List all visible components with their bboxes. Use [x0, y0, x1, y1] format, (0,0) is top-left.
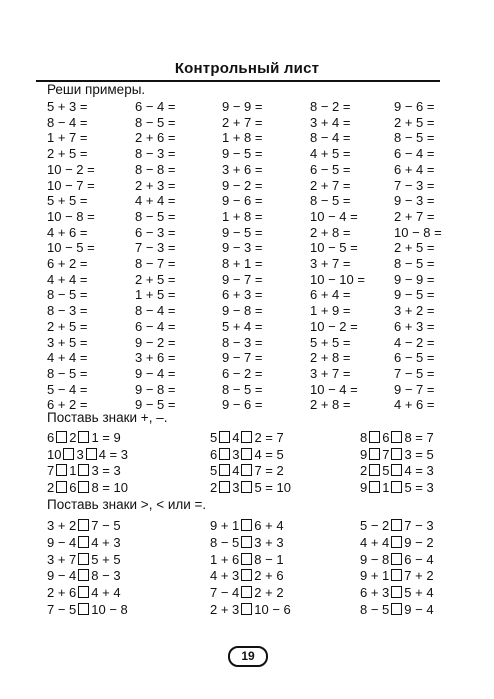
operand-result: 1 = 9 — [91, 430, 121, 445]
sign-box[interactable] — [219, 431, 230, 443]
operand-a: 9 — [360, 479, 368, 495]
compare-right: 4 + 4 — [91, 585, 121, 601]
operand-result: 4 = 3 — [404, 463, 434, 478]
operand-result: 5 = 10 — [254, 479, 291, 495]
example-item[interactable]: 8 − 5 = — [47, 287, 88, 303]
compare-item — [47, 602, 128, 618]
compare-box[interactable] — [78, 519, 89, 531]
compare-item — [210, 535, 284, 551]
compare-left: 7 − 4 — [210, 585, 240, 601]
compare-left: 3 + 7 — [47, 551, 77, 567]
compare-right: 4 + 3 — [91, 534, 121, 550]
operand-a: 6 — [47, 430, 55, 445]
compare-item — [47, 585, 121, 601]
compare-item — [360, 585, 434, 601]
compare-row — [0, 518, 494, 534]
example-item[interactable]: 8 − 5 = — [310, 193, 351, 209]
example-item[interactable]: 8 − 5 = — [222, 381, 263, 397]
sign-box[interactable] — [219, 481, 230, 493]
example-item[interactable]: 4 + 4 = — [47, 271, 88, 287]
compare-right: 5 + 5 — [91, 551, 121, 567]
example-item[interactable]: 9 − 2 = — [222, 177, 263, 193]
example-row — [0, 162, 494, 178]
example-item[interactable]: 9 − 2 = — [135, 334, 176, 350]
example-item[interactable]: 10 − 8 = — [47, 208, 95, 224]
sign-box[interactable] — [241, 448, 252, 460]
sign-box[interactable] — [56, 464, 67, 476]
example-item[interactable]: 2 + 5 = — [135, 271, 176, 287]
example-item[interactable]: 8 − 5 = — [135, 208, 176, 224]
example-item[interactable]: 2 + 5 = — [47, 318, 88, 334]
operand-a: 2 — [210, 479, 218, 495]
compare-right: 8 − 1 — [254, 551, 284, 567]
sign-item — [360, 447, 434, 463]
compare-item — [47, 535, 121, 551]
example-row — [0, 146, 494, 162]
example-item[interactable]: 8 − 5 = — [394, 130, 435, 146]
sign-item — [360, 480, 434, 496]
sign-box[interactable] — [369, 464, 380, 476]
operand-result: 3 = 3 — [91, 463, 121, 478]
example-item[interactable]: 9 − 4 = — [135, 365, 176, 381]
example-item[interactable]: 9 − 7 = — [394, 381, 435, 397]
example-item[interactable]: 2 + 6 = — [135, 130, 176, 146]
compare-left: 3 + 2 — [47, 518, 77, 533]
compare-right: 10 − 6 — [254, 602, 291, 617]
compare-row — [0, 585, 494, 601]
compare-left: 7 − 5 — [47, 602, 77, 617]
sign-row — [0, 463, 494, 479]
example-item[interactable]: 10 − 5 = — [47, 240, 95, 256]
example-item[interactable]: 4 + 4 = — [135, 193, 176, 209]
compare-item — [360, 535, 434, 551]
compare-right: 2 + 2 — [254, 585, 284, 601]
example-item[interactable]: 8 − 5 = — [135, 114, 176, 130]
example-item[interactable]: 9 − 6 = — [222, 193, 263, 209]
example-item[interactable]: 1 + 7 = — [47, 130, 88, 146]
sign-row — [0, 480, 494, 496]
sign-item — [47, 480, 128, 496]
example-item[interactable]: 4 + 4 = — [47, 350, 88, 366]
sign-box[interactable] — [63, 448, 74, 460]
example-item[interactable]: 3 + 6 = — [222, 161, 263, 177]
compare-item — [360, 602, 434, 618]
example-item[interactable]: 9 − 6 = — [394, 99, 435, 114]
operand-result: 3 = 5 — [404, 446, 434, 462]
compare-box[interactable] — [241, 553, 252, 565]
sign-box[interactable] — [241, 464, 252, 476]
example-item[interactable]: 10 − 2 = — [47, 161, 95, 177]
operand-b: 1 — [382, 479, 390, 495]
compare-box[interactable] — [391, 519, 402, 531]
example-item[interactable]: 6 + 4 = — [394, 161, 435, 177]
example-item[interactable]: 9 − 8 = — [222, 303, 263, 319]
example-item[interactable]: 9 − 7 = — [222, 271, 263, 287]
compare-box[interactable] — [78, 586, 89, 598]
example-item[interactable]: 9 − 7 = — [222, 350, 263, 366]
example-item[interactable]: 1 + 9 = — [310, 303, 351, 319]
example-item[interactable]: 3 + 7 = — [310, 256, 351, 271]
example-item[interactable]: 6 + 4 = — [310, 287, 351, 303]
sign-box[interactable] — [369, 448, 380, 460]
sign-row — [0, 447, 494, 463]
sign-box[interactable] — [56, 481, 67, 493]
sign-box[interactable] — [391, 431, 402, 443]
compare-box[interactable] — [241, 586, 252, 598]
sign-item — [47, 447, 128, 463]
sign-box[interactable] — [241, 431, 252, 443]
operand-result: 8 = 7 — [404, 430, 434, 445]
sign-box[interactable] — [86, 448, 97, 460]
example-item[interactable]: 6 − 5 = — [394, 350, 435, 366]
compare-box[interactable] — [78, 569, 89, 581]
example-item[interactable]: 2 + 8 = — [310, 397, 351, 413]
example-row — [0, 272, 494, 288]
sign-box[interactable] — [369, 481, 380, 493]
compare-box[interactable] — [241, 519, 252, 531]
compare-left: 8 − 5 — [360, 602, 390, 617]
operand-a: 10 — [47, 446, 62, 462]
operand-a: 2 — [360, 463, 368, 478]
compare-item — [210, 585, 284, 601]
compare-left: 8 − 5 — [210, 534, 240, 550]
example-item[interactable]: 8 − 3 = — [135, 146, 176, 162]
compare-item — [210, 568, 284, 584]
example-row — [0, 350, 494, 366]
example-item[interactable]: 10 − 4 = — [310, 208, 358, 224]
operand-a: 7 — [47, 463, 55, 478]
sign-box[interactable] — [56, 431, 67, 443]
example-item[interactable]: 6 − 2 = — [222, 365, 263, 381]
example-item[interactable]: 1 + 8 = — [222, 130, 263, 146]
compare-box[interactable] — [78, 536, 89, 548]
example-item[interactable]: 3 + 5 = — [47, 334, 88, 350]
sign-box[interactable] — [391, 464, 402, 476]
compare-item — [47, 552, 121, 568]
example-item[interactable]: 1 + 5 = — [135, 287, 176, 303]
operand-result: 5 = 3 — [404, 479, 434, 495]
compare-box[interactable] — [78, 553, 89, 565]
example-item[interactable]: 8 − 8 = — [135, 161, 176, 177]
compare-item — [360, 552, 434, 568]
section1-heading: Реши примеры. — [47, 82, 146, 97]
compare-box[interactable] — [391, 553, 402, 565]
sign-box[interactable] — [78, 464, 89, 476]
operand-result: 4 = 5 — [254, 446, 284, 462]
compare-left: 6 + 3 — [360, 585, 390, 601]
example-item[interactable]: 4 + 5 = — [310, 146, 351, 162]
operand-result: 2 = 7 — [254, 430, 284, 445]
example-item[interactable]: 4 − 2 = — [394, 334, 435, 350]
compare-right: 9 − 2 — [404, 534, 434, 550]
example-item[interactable]: 2 + 5 = — [394, 114, 435, 130]
operand-b: 3 — [232, 479, 240, 495]
compare-box[interactable] — [241, 536, 252, 548]
example-item[interactable]: 6 − 4 = — [135, 99, 176, 114]
compare-box[interactable] — [241, 603, 252, 615]
example-item[interactable]: 8 − 4 = — [135, 303, 176, 319]
example-item[interactable]: 3 + 6 = — [135, 350, 176, 366]
example-row — [0, 178, 494, 194]
operand-b: 6 — [69, 479, 77, 495]
example-item[interactable]: 6 − 4 = — [394, 146, 435, 162]
operand-b: 3 — [76, 446, 84, 462]
example-item[interactable]: 6 − 5 = — [310, 161, 351, 177]
compare-item — [360, 518, 434, 534]
compare-right: 3 + 3 — [254, 534, 284, 550]
example-item[interactable]: 9 − 5 = — [222, 146, 263, 162]
operand-result: 8 = 10 — [91, 479, 128, 495]
compare-row — [0, 602, 494, 618]
example-item[interactable]: 6 + 2 = — [47, 256, 88, 271]
compare-left: 4 + 4 — [360, 534, 390, 550]
example-item[interactable]: 10 − 10 = — [310, 271, 365, 287]
example-row — [0, 115, 494, 131]
compare-left: 4 + 3 — [210, 568, 240, 584]
sign-item — [360, 430, 434, 446]
operand-result: 7 = 2 — [254, 463, 284, 478]
compare-left: 9 − 8 — [360, 551, 390, 567]
example-row — [0, 256, 494, 272]
compare-row — [0, 568, 494, 584]
example-item[interactable]: 9 − 8 = — [135, 381, 176, 397]
example-item[interactable]: 5 + 4 = — [222, 318, 263, 334]
compare-right: 8 − 3 — [91, 568, 121, 584]
example-item[interactable]: 1 + 8 = — [222, 208, 263, 224]
example-row — [0, 335, 494, 351]
example-item[interactable]: 3 + 4 = — [310, 114, 351, 130]
example-row — [0, 303, 494, 319]
example-item[interactable]: 2 + 7 = — [222, 114, 263, 130]
compare-left: 2 + 6 — [47, 585, 77, 601]
example-item[interactable]: 7 − 3 = — [135, 240, 176, 256]
example-item[interactable]: 8 + 1 = — [222, 256, 263, 271]
sign-box[interactable] — [391, 448, 402, 460]
section2-heading: Поставь знаки +, –. — [47, 410, 168, 425]
example-item[interactable]: 5 + 5 = — [47, 193, 88, 209]
operand-result: 4 = 3 — [98, 446, 128, 462]
operand-a: 8 — [360, 430, 368, 445]
compare-left: 9 − 4 — [47, 534, 77, 550]
example-item[interactable]: 8 − 4 = — [310, 130, 351, 146]
example-item[interactable]: 10 − 2 = — [310, 318, 358, 334]
example-item[interactable]: 6 + 2 = — [47, 397, 88, 413]
example-item[interactable]: 9 − 3 = — [222, 240, 263, 256]
compare-box[interactable] — [391, 603, 402, 615]
example-item[interactable]: 5 − 4 = — [47, 381, 88, 397]
sign-box[interactable] — [219, 448, 230, 460]
example-item[interactable]: 5 + 5 = — [310, 334, 351, 350]
example-row — [0, 99, 494, 115]
example-item[interactable]: 2 + 5 = — [47, 146, 88, 162]
compare-left: 9 + 1 — [210, 518, 240, 533]
example-item[interactable]: 8 − 5 = — [394, 256, 435, 271]
compare-left: 9 − 4 — [47, 568, 77, 584]
example-item[interactable]: 2 + 7 = — [310, 177, 351, 193]
example-item[interactable]: 4 + 6 = — [394, 397, 435, 413]
example-item[interactable]: 2 + 5 = — [394, 240, 435, 256]
compare-left: 5 − 2 — [360, 518, 390, 533]
example-row — [0, 287, 494, 303]
compare-right: 6 + 4 — [254, 518, 284, 533]
compare-left: 1 + 6 — [210, 551, 240, 567]
sign-box[interactable] — [369, 431, 380, 443]
section3-heading: Поставь знаки >, < или =. — [47, 497, 207, 512]
operand-a: 5 — [210, 463, 218, 478]
operand-b: 2 — [69, 430, 77, 445]
example-row — [0, 193, 494, 209]
example-item[interactable]: 7 − 3 = — [394, 177, 435, 193]
sign-item — [210, 430, 284, 446]
example-item[interactable]: 4 + 6 = — [47, 224, 88, 240]
compare-right: 5 + 4 — [404, 585, 434, 601]
compare-box[interactable] — [391, 569, 402, 581]
example-item[interactable]: 8 − 3 = — [222, 334, 263, 350]
example-row — [0, 382, 494, 398]
sign-box[interactable] — [391, 481, 402, 493]
sign-item — [47, 430, 121, 446]
sign-box[interactable] — [241, 481, 252, 493]
operand-a: 9 — [360, 446, 368, 462]
example-item[interactable]: 6 + 3 = — [222, 287, 263, 303]
compare-right: 7 + 2 — [404, 568, 434, 584]
operand-b: 1 — [69, 463, 77, 478]
example-item[interactable]: 2 + 8 = — [310, 350, 351, 366]
compare-item — [47, 568, 121, 584]
compare-row — [0, 552, 494, 568]
example-row — [0, 209, 494, 225]
operand-a: 6 — [210, 446, 218, 462]
compare-item — [360, 568, 434, 584]
example-item[interactable]: 9 − 9 = — [222, 99, 263, 114]
operand-b: 7 — [382, 446, 390, 462]
compare-row — [0, 535, 494, 551]
sign-item — [210, 463, 284, 479]
compare-box[interactable] — [78, 603, 89, 615]
example-item[interactable]: 10 − 5 = — [310, 240, 358, 256]
compare-box[interactable] — [391, 536, 402, 548]
example-item[interactable]: 9 − 5 = — [222, 224, 263, 240]
operand-a: 5 — [210, 430, 218, 445]
example-item[interactable]: 9 − 3 = — [394, 193, 435, 209]
compare-item — [210, 518, 284, 534]
compare-left: 9 + 1 — [360, 568, 390, 584]
example-row — [0, 366, 494, 382]
sign-item — [210, 447, 284, 463]
example-item[interactable]: 8 − 2 = — [310, 99, 351, 114]
compare-right: 6 − 4 — [404, 551, 434, 567]
example-item[interactable]: 6 − 3 = — [135, 224, 176, 240]
example-item[interactable]: 7 − 5 = — [394, 365, 435, 381]
example-row — [0, 240, 494, 256]
example-row — [0, 319, 494, 335]
compare-item — [210, 602, 291, 618]
operand-b: 6 — [382, 430, 390, 445]
example-item[interactable]: 10 − 7 = — [47, 177, 95, 193]
example-item[interactable]: 10 − 4 = — [310, 381, 358, 397]
compare-box[interactable] — [391, 586, 402, 598]
sign-box[interactable] — [219, 464, 230, 476]
example-item[interactable]: 2 + 3 = — [135, 177, 176, 193]
example-item[interactable]: 9 − 5 = — [394, 287, 435, 303]
sign-box[interactable] — [78, 431, 89, 443]
sign-box[interactable] — [78, 481, 89, 493]
example-item[interactable]: 8 − 4 = — [47, 114, 88, 130]
example-row — [0, 130, 494, 146]
page-title: Контрольный лист — [174, 60, 320, 77]
compare-item — [210, 552, 284, 568]
example-item[interactable]: 9 − 5 = — [135, 397, 176, 413]
example-item[interactable]: 9 − 6 = — [222, 397, 263, 413]
operand-b: 3 — [232, 446, 240, 462]
compare-right: 10 − 8 — [91, 602, 128, 617]
sign-item — [47, 463, 121, 479]
example-item[interactable]: 8 − 7 = — [135, 256, 176, 271]
compare-right: 2 + 6 — [254, 568, 284, 584]
example-item[interactable]: 8 − 3 = — [47, 303, 88, 319]
compare-right: 7 − 5 — [91, 518, 121, 533]
compare-right: 9 − 4 — [404, 602, 434, 617]
page-number: 19 — [228, 646, 268, 667]
operand-b: 5 — [382, 463, 390, 478]
example-item[interactable]: 10 − 8 = — [394, 224, 442, 240]
example-item[interactable]: 8 − 5 = — [47, 365, 88, 381]
sign-item — [360, 463, 434, 479]
example-item[interactable]: 5 + 3 = — [47, 99, 88, 114]
example-item[interactable]: 2 + 7 = — [394, 208, 435, 224]
operand-b: 4 — [232, 430, 240, 445]
example-item[interactable]: 9 − 9 = — [394, 271, 435, 287]
compare-box[interactable] — [241, 569, 252, 581]
operand-a: 2 — [47, 479, 55, 495]
example-item[interactable]: 2 + 8 = — [310, 224, 351, 240]
compare-right: 7 − 3 — [404, 518, 434, 533]
example-item[interactable]: 6 − 4 = — [135, 318, 176, 334]
compare-left: 2 + 3 — [210, 602, 240, 617]
sign-row — [0, 430, 494, 446]
sign-item — [210, 480, 291, 496]
compare-item — [47, 518, 121, 534]
example-item[interactable]: 3 + 2 = — [394, 303, 435, 319]
example-row — [0, 225, 494, 241]
example-item[interactable]: 3 + 7 = — [310, 365, 351, 381]
operand-b: 4 — [232, 463, 240, 478]
example-item[interactable]: 6 + 3 = — [394, 318, 435, 334]
